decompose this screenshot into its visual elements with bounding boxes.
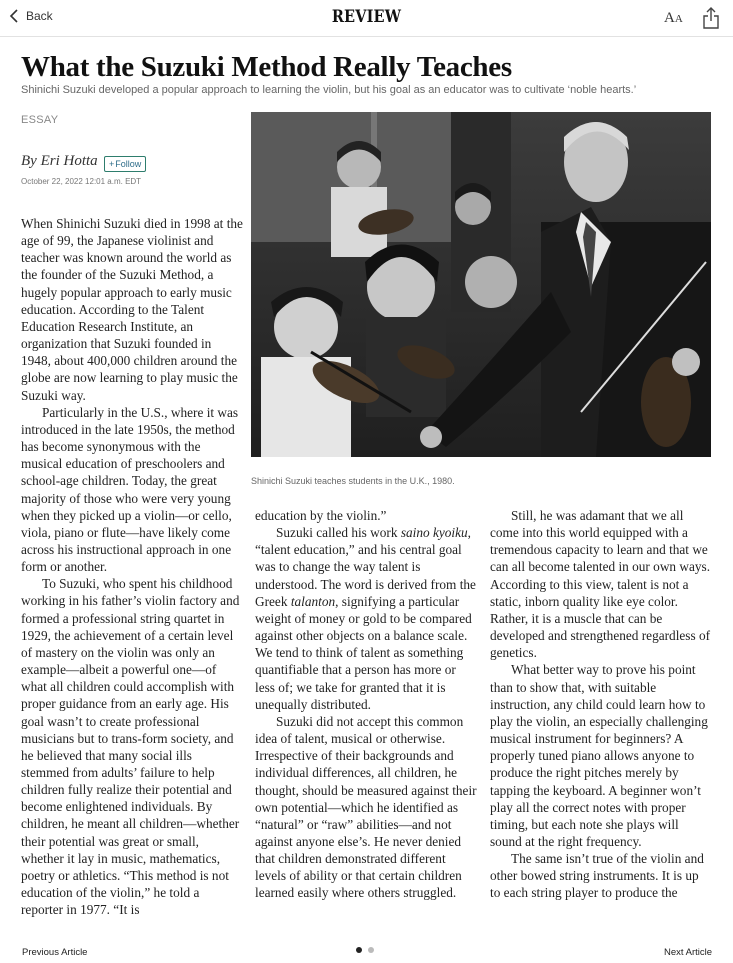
paragraph xyxy=(255,524,477,713)
follow-label: Follow xyxy=(115,159,142,169)
chevron-left-icon xyxy=(9,9,19,23)
photo-illustration xyxy=(251,112,711,457)
paragraph: education by the violin.” xyxy=(255,508,387,523)
top-nav-bar xyxy=(0,0,733,37)
article-column-2 xyxy=(255,507,477,902)
page-dot-active[interactable] xyxy=(356,947,362,953)
page-indicator xyxy=(356,947,374,953)
article-timestamp: October 22, 2022 12:01 a.m. EDT xyxy=(21,177,142,186)
article-dek: Shinichi Suzuki developed a popular approach to learning the violin, but his goal as an educator was to cultivate ‘noble hearts.’ xyxy=(21,84,637,96)
text-run: Suzuki called his work xyxy=(276,525,401,541)
paragraph: Suzuki did not accept this common idea of talent, musical or otherwise. Irrespective of their backgrounds and individual differences, all children, he thought, should be measured against their own potential—which he identified as “natural” or “raw” abilities—and not against anyone else’s. He never denied that children demonstrated different levels of ability or that certain children learned easily where others struggled. xyxy=(255,713,477,901)
article-footer xyxy=(0,940,733,963)
paragraph: What better way to prove his point than to show that, with suitable instruction, any child could learn how to play the violin, an especially challenging musical instrument for beginners? A properly tuned piano allows anyone to produce the right pitches merely by tapping the keyboard. A beginner won’t play all the correct notes with proper timing, but each note she plays will sound at the right frequency. xyxy=(490,662,708,849)
photo-caption: Shinichi Suzuki teaches students in the U.K., 1980. xyxy=(251,476,455,486)
text-run: , “talent education,” and his central goal was to change the way talent is understood. The word is derived from the Greek xyxy=(255,525,476,609)
paragraph: When Shinichi Suzuki died in 1998 at the age of 99, the Japanese violinist and teacher was known around the world as the founder of the Suzuki Method, a hugely popular approach to early music education. According to the Talent Education Research Institute, an organization that Suzuki founded in 1948, about 400,000 children around the globe are now learning to play music the Suzuki way. xyxy=(21,216,243,403)
font-size-icon-small: A xyxy=(674,13,683,25)
publication-brand: REVIEW xyxy=(331,7,402,27)
plus-icon: + xyxy=(109,159,115,169)
paragraph: Still, he was adamant that we all come into this world equipped with a tremendous capacity to learn and that we can all become talented in our own ways. According to this view, talent is not a static, inborn quality like eye color. Rather, it is a muscle that can be developed and strengthened regardless of genetics. xyxy=(490,508,711,661)
paragraph: The same isn’t true of the violin and other bowed string instruments. It is up to each string player to produce the xyxy=(490,851,704,901)
font-size-icon-large: A xyxy=(664,10,675,26)
paragraph: To Suzuki, who spent his childhood working in his father’s violin factory and formed a professional string quartet in 1929, the achievement of a certain level of mastery on the violin was only an example—albeit a powerful one—of what all children could accomplish with proper guidance from an early age. His goal wasn’t to create professional musicians but to trans-form society, and he believed that many social ills stemmed from adults’ failure to help children fully realize their potential and become enlightened individuals. By children, he meant all children—whether their potential was great or small, whether it lay in music, mathematics, poetry or athletics. “This method is not education of the violin,” he told a reporter in 1977. “It is xyxy=(21,576,240,918)
article-photo xyxy=(251,112,711,457)
next-article-link[interactable]: Next Article xyxy=(663,947,712,958)
page-dot[interactable] xyxy=(368,947,374,953)
byline[interactable]: By Eri Hotta xyxy=(21,153,98,169)
follow-button[interactable] xyxy=(104,156,146,172)
italic-term: talanton xyxy=(290,593,336,609)
paragraph: Particularly in the U.S., where it was introduced in the late 1950s, the method has become synonymous with the musical education of preschoolers and school-age children. Today, the great majority of those who were very young when they picked up a violin—or cello, viola, piano or flute—have likely come across his instructional approach in one form or another. xyxy=(21,404,239,575)
article-column-3 xyxy=(490,507,712,902)
section-label: ESSAY xyxy=(21,114,59,126)
back-button[interactable] xyxy=(9,9,53,23)
article-headline: What the Suzuki Method Really Teaches xyxy=(21,51,512,83)
previous-article-link[interactable]: Previous Article xyxy=(22,947,88,958)
share-icon[interactable] xyxy=(702,6,720,30)
text-run: , signifying a particular weight of money or gold to be compared against other objects on a balance scale. We tend to think of talent as something quantifiable that a person has more or less of; we take for granted that it is unequally distributed. xyxy=(255,593,472,712)
back-label: Back xyxy=(26,9,53,23)
article-column-1 xyxy=(21,215,243,918)
italic-term: saino kyoiku xyxy=(400,525,468,541)
font-size-button[interactable] xyxy=(664,9,683,27)
